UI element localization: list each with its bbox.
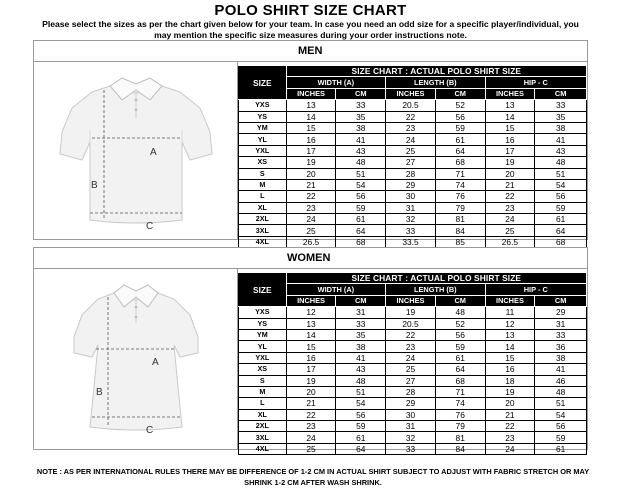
- measure-cell: 16: [485, 364, 535, 375]
- cm-header: CM: [336, 88, 386, 99]
- table-row: [239, 191, 587, 202]
- measure-cell: 23: [286, 202, 336, 213]
- size-cell: YM: [239, 329, 287, 340]
- measure-cell: 25: [485, 225, 535, 236]
- measure-cell: 48: [535, 157, 587, 168]
- measure-cell: 64: [336, 443, 386, 454]
- inches-header: INCHES: [485, 295, 535, 306]
- measure-cell: 48: [535, 386, 587, 397]
- measure-cell: 18: [485, 375, 535, 386]
- measure-cell: 22: [386, 329, 436, 340]
- measure-cell: 25: [286, 225, 336, 236]
- size-cell: XL: [239, 202, 287, 213]
- measure-cell: 59: [535, 202, 587, 213]
- measure-cell: 68: [535, 236, 587, 247]
- measure-cell: 13: [286, 318, 336, 329]
- measure-cell: 26.5: [286, 236, 336, 247]
- measure-cell: 29: [535, 307, 587, 318]
- measure-cell: 24: [386, 134, 436, 145]
- measure-cell: 24: [286, 214, 336, 225]
- measure-cell: 36: [535, 341, 587, 352]
- size-cell: S: [239, 375, 287, 386]
- measure-cell: 33: [535, 100, 587, 111]
- inches-header: INCHES: [386, 88, 436, 99]
- width-header: WIDTH (A): [286, 77, 385, 88]
- measure-cell: 52: [435, 100, 485, 111]
- measure-cell: 30: [386, 191, 436, 202]
- measure-cell: 12: [485, 318, 535, 329]
- table-row: [239, 409, 587, 420]
- measure-cell: 59: [336, 202, 386, 213]
- inches-header: INCHES: [286, 88, 336, 99]
- size-cell: 2XL: [239, 214, 287, 225]
- measure-cell: 74: [435, 179, 485, 190]
- measure-cell: 19: [386, 307, 436, 318]
- measure-cell: 13: [286, 100, 336, 111]
- measure-cell: 22: [485, 191, 535, 202]
- measure-cell: 56: [435, 111, 485, 122]
- length-label-b: B: [91, 180, 98, 191]
- women-heading-label: WOMEN: [287, 252, 331, 264]
- measure-cell: 17: [286, 364, 336, 375]
- table-row: [239, 352, 587, 363]
- measure-cell: 59: [336, 421, 386, 432]
- size-cell: L: [239, 398, 287, 409]
- measure-cell: 20: [286, 386, 336, 397]
- measure-cell: 33: [386, 225, 436, 236]
- width-label-a: A: [150, 147, 157, 158]
- measure-cell: 20: [286, 168, 336, 179]
- women-shirt-diagram: [34, 269, 238, 449]
- measure-cell: 51: [535, 168, 587, 179]
- table-row: [239, 386, 587, 397]
- measure-cell: 25: [386, 364, 436, 375]
- cm-header: CM: [535, 88, 587, 99]
- measure-cell: 19: [485, 157, 535, 168]
- measure-cell: 21: [485, 179, 535, 190]
- table-row: [239, 318, 587, 329]
- size-cell: XS: [239, 157, 287, 168]
- measure-cell: 35: [336, 111, 386, 122]
- measure-cell: 64: [535, 225, 587, 236]
- measure-cell: 43: [336, 145, 386, 156]
- measure-cell: 79: [435, 202, 485, 213]
- men-size-rows: [239, 100, 587, 248]
- measure-cell: 59: [435, 341, 485, 352]
- measure-cell: 32: [386, 214, 436, 225]
- length-label-b: B: [96, 387, 103, 398]
- table-row: [239, 443, 587, 454]
- measure-cell: 33: [336, 318, 386, 329]
- measure-cell: 43: [336, 364, 386, 375]
- measure-cell: 61: [535, 443, 587, 454]
- intro-text: Please select the sizes as per the chart given below for your team. In case you need an odd size for a specific player/individual, you may mention the specific size measures during your order instructions note.: [42, 19, 579, 40]
- measure-cell: 19: [286, 375, 336, 386]
- measure-cell: 24: [485, 214, 535, 225]
- measure-cell: 23: [286, 421, 336, 432]
- size-cell: 2XL: [239, 421, 287, 432]
- measure-cell: 16: [286, 352, 336, 363]
- table-row: [239, 134, 587, 145]
- table-row: [239, 202, 587, 213]
- inches-header: INCHES: [286, 295, 336, 306]
- measure-cell: 15: [485, 122, 535, 133]
- measure-cell: 41: [336, 352, 386, 363]
- measure-cell: 71: [435, 386, 485, 397]
- note-text: NOTE : AS PER INTERNATIONAL RULES THERE MAY BE DIFFERENCE OF 1-2 CM IN ACTUAL SHIRT SUBJECT TO ADJUST WITH FABRIC STRETCH OR MAY SHRINK 1-2 CM AFTER WASH SHRINK.: [36, 467, 590, 487]
- inches-header: INCHES: [386, 295, 436, 306]
- table-row: [239, 214, 587, 225]
- table-row: [239, 375, 587, 386]
- table-row: [239, 179, 587, 190]
- measure-cell: 38: [336, 122, 386, 133]
- measure-cell: 20: [485, 398, 535, 409]
- men-size-table: [238, 65, 587, 248]
- measure-cell: 54: [535, 179, 587, 190]
- measure-cell: 29: [386, 179, 436, 190]
- measure-cell: 11: [485, 307, 535, 318]
- measure-cell: 84: [435, 443, 485, 454]
- size-cell: YXL: [239, 145, 287, 156]
- table-row: [239, 364, 587, 375]
- women-heading: [34, 248, 587, 269]
- cm-header: CM: [535, 295, 587, 306]
- measure-cell: 64: [435, 145, 485, 156]
- measure-cell: 56: [535, 191, 587, 202]
- hip-label-c: C: [146, 221, 154, 230]
- hip-header: HIP - C: [485, 284, 586, 295]
- measure-cell: 28: [386, 386, 436, 397]
- hip-label-c: C: [146, 425, 154, 436]
- measure-cell: 15: [286, 341, 336, 352]
- table-caption: SIZE CHART : ACTUAL POLO SHIRT SIZE: [286, 273, 586, 284]
- measure-cell: 22: [286, 409, 336, 420]
- table-row: [239, 421, 587, 432]
- size-cell: L: [239, 191, 287, 202]
- measure-cell: 51: [336, 168, 386, 179]
- measure-cell: 17: [286, 145, 336, 156]
- measure-cell: 35: [336, 329, 386, 340]
- measure-cell: 27: [386, 375, 436, 386]
- measure-cell: 59: [535, 432, 587, 443]
- length-header: LENGTH (B): [386, 77, 485, 88]
- measure-cell: 61: [336, 432, 386, 443]
- size-cell: 3XL: [239, 432, 287, 443]
- measure-cell: 12: [286, 307, 336, 318]
- size-cell: YXS: [239, 307, 287, 318]
- page-title: POLO SHIRT SIZE CHART: [214, 2, 407, 19]
- men-heading: [34, 41, 587, 62]
- measure-cell: 79: [435, 421, 485, 432]
- measure-cell: 20: [485, 168, 535, 179]
- size-cell: YM: [239, 122, 287, 133]
- measure-cell: 21: [286, 179, 336, 190]
- size-header: SIZE: [239, 66, 287, 100]
- measure-cell: 31: [535, 318, 587, 329]
- measure-cell: 54: [336, 179, 386, 190]
- shirt-shape: [60, 78, 212, 223]
- measure-cell: 33: [336, 100, 386, 111]
- polo-shirt-illustration: [52, 277, 220, 437]
- measure-cell: 24: [386, 352, 436, 363]
- size-cell: XS: [239, 364, 287, 375]
- measure-cell: 76: [435, 191, 485, 202]
- measure-cell: 31: [386, 202, 436, 213]
- measure-cell: 59: [435, 122, 485, 133]
- table-row: [239, 307, 587, 318]
- measure-cell: 43: [535, 145, 587, 156]
- measure-cell: 38: [336, 341, 386, 352]
- women-section: [33, 247, 588, 455]
- men-heading-label: MEN: [298, 45, 323, 57]
- measure-cell: 23: [386, 122, 436, 133]
- polo-shirt-illustration: [52, 70, 220, 230]
- measure-cell: 61: [435, 134, 485, 145]
- measure-cell: 54: [535, 409, 587, 420]
- measure-cell: 31: [336, 307, 386, 318]
- measure-cell: 41: [336, 134, 386, 145]
- width-label-a: A: [152, 357, 159, 368]
- measure-cell: 64: [435, 364, 485, 375]
- measure-cell: 19: [286, 157, 336, 168]
- table-row: [239, 122, 587, 133]
- men-section: [33, 40, 588, 248]
- cm-header: CM: [435, 295, 485, 306]
- measure-cell: 28: [386, 168, 436, 179]
- measure-cell: 14: [286, 329, 336, 340]
- measure-cell: 56: [535, 421, 587, 432]
- measure-cell: 15: [485, 352, 535, 363]
- measure-cell: 14: [485, 341, 535, 352]
- size-cell: 4XL: [239, 236, 287, 247]
- measure-cell: 27: [386, 157, 436, 168]
- table-row: [239, 100, 587, 111]
- measure-cell: 33: [386, 443, 436, 454]
- measure-cell: 68: [435, 375, 485, 386]
- shirt-shape: [74, 285, 198, 430]
- measure-cell: 19: [485, 386, 535, 397]
- measure-cell: 68: [435, 157, 485, 168]
- measure-cell: 48: [336, 375, 386, 386]
- measure-cell: 17: [485, 145, 535, 156]
- table-row: [239, 432, 587, 443]
- measure-cell: 25: [386, 145, 436, 156]
- measure-cell: 52: [435, 318, 485, 329]
- measure-cell: 33.5: [386, 236, 436, 247]
- measure-cell: 61: [336, 214, 386, 225]
- measure-cell: 14: [286, 111, 336, 122]
- measure-cell: 48: [336, 157, 386, 168]
- measure-cell: 14: [485, 111, 535, 122]
- measure-cell: 74: [435, 398, 485, 409]
- measure-cell: 20.5: [386, 100, 436, 111]
- size-cell: 4XL: [239, 443, 287, 454]
- measure-cell: 68: [336, 236, 386, 247]
- measure-cell: 76: [435, 409, 485, 420]
- measure-cell: 15: [286, 122, 336, 133]
- measure-cell: 48: [435, 307, 485, 318]
- inches-header: INCHES: [485, 88, 535, 99]
- table-caption: SIZE CHART : ACTUAL POLO SHIRT SIZE: [286, 66, 586, 77]
- measure-cell: 61: [535, 214, 587, 225]
- measure-cell: 23: [485, 432, 535, 443]
- measure-cell: 23: [485, 202, 535, 213]
- measure-cell: 13: [485, 100, 535, 111]
- size-cell: YXL: [239, 352, 287, 363]
- measure-cell: 81: [435, 432, 485, 443]
- measure-cell: 46: [535, 375, 587, 386]
- size-cell: YL: [239, 134, 287, 145]
- measure-cell: 21: [286, 398, 336, 409]
- measure-cell: 32: [386, 432, 436, 443]
- measure-cell: 54: [336, 398, 386, 409]
- measure-cell: 24: [286, 432, 336, 443]
- measure-cell: 41: [535, 134, 587, 145]
- table-row: [239, 168, 587, 179]
- measure-cell: 16: [485, 134, 535, 145]
- size-header: SIZE: [239, 273, 287, 307]
- measure-cell: 41: [535, 364, 587, 375]
- measure-cell: 61: [435, 352, 485, 363]
- measure-cell: 56: [336, 409, 386, 420]
- measure-cell: 85: [435, 236, 485, 247]
- cm-header: CM: [336, 295, 386, 306]
- size-cell: M: [239, 386, 287, 397]
- size-cell: YXS: [239, 100, 287, 111]
- size-cell: M: [239, 179, 287, 190]
- women-size-table: [238, 272, 587, 455]
- measure-cell: 30: [386, 409, 436, 420]
- measure-cell: 29: [386, 398, 436, 409]
- table-row: [239, 329, 587, 340]
- measure-cell: 84: [435, 225, 485, 236]
- women-size-rows: [239, 307, 587, 455]
- measure-cell: 56: [336, 191, 386, 202]
- table-row: [239, 225, 587, 236]
- size-cell: 3XL: [239, 225, 287, 236]
- table-row: [239, 111, 587, 122]
- measure-cell: 81: [435, 214, 485, 225]
- measure-cell: 25: [286, 443, 336, 454]
- measure-cell: 20.5: [386, 318, 436, 329]
- cm-header: CM: [435, 88, 485, 99]
- size-cell: XL: [239, 409, 287, 420]
- measure-cell: 38: [535, 122, 587, 133]
- measure-cell: 71: [435, 168, 485, 179]
- measure-cell: 33: [535, 329, 587, 340]
- measure-cell: 38: [535, 352, 587, 363]
- measure-cell: 23: [386, 341, 436, 352]
- measure-cell: 22: [386, 111, 436, 122]
- table-row: [239, 398, 587, 409]
- measure-cell: 13: [485, 329, 535, 340]
- hip-header: HIP - C: [485, 77, 586, 88]
- measure-cell: 35: [535, 111, 587, 122]
- measure-cell: 22: [485, 421, 535, 432]
- measure-cell: 31: [386, 421, 436, 432]
- size-cell: YS: [239, 318, 287, 329]
- measure-cell: 21: [485, 409, 535, 420]
- measure-cell: 51: [336, 386, 386, 397]
- size-cell: S: [239, 168, 287, 179]
- measure-cell: 24: [485, 443, 535, 454]
- width-header: WIDTH (A): [286, 284, 385, 295]
- table-row: [239, 341, 587, 352]
- measure-cell: 22: [286, 191, 336, 202]
- table-row: [239, 145, 587, 156]
- size-cell: YL: [239, 341, 287, 352]
- measure-cell: 51: [535, 398, 587, 409]
- measure-cell: 16: [286, 134, 336, 145]
- measure-cell: 64: [336, 225, 386, 236]
- table-row: [239, 157, 587, 168]
- size-cell: YS: [239, 111, 287, 122]
- length-header: LENGTH (B): [386, 284, 485, 295]
- men-shirt-diagram: [34, 62, 238, 239]
- measure-cell: 56: [435, 329, 485, 340]
- measure-cell: 26.5: [485, 236, 535, 247]
